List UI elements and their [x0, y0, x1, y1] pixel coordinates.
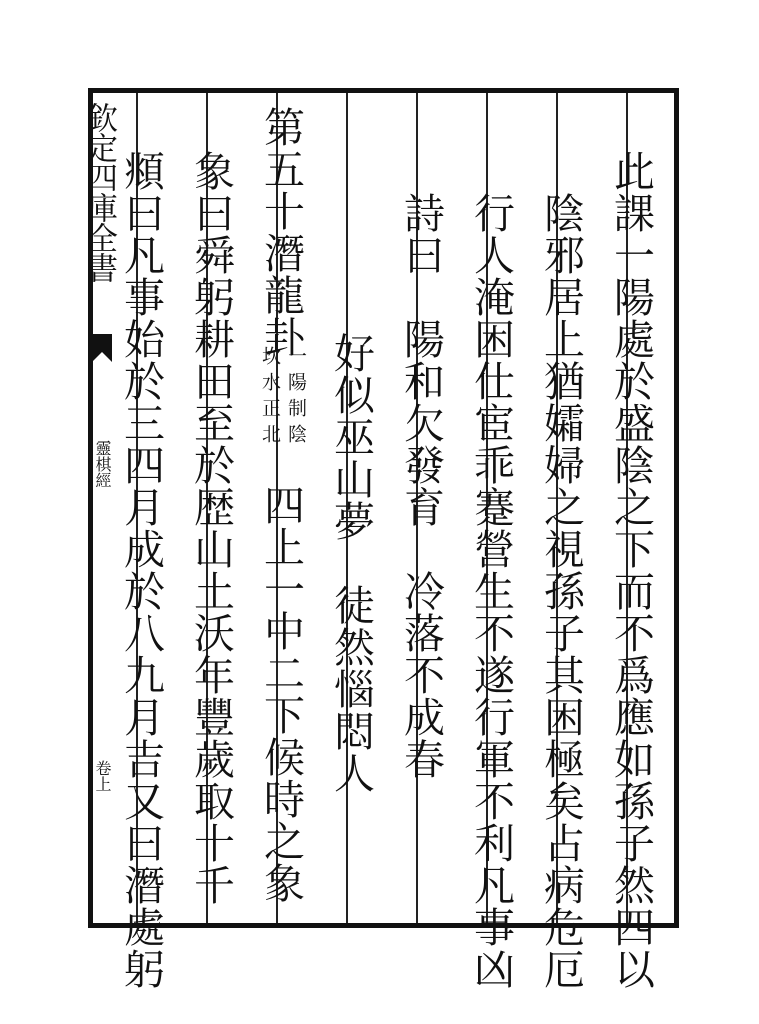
text-column-2: 陰邪居上猶孀婦之視孫子其困極矣占病危厄 — [537, 192, 585, 990]
series-title: 欽定四庫全書 — [81, 102, 117, 282]
text-column-4: 詩曰 陽和欠發育 冷落不成春 — [397, 192, 445, 780]
text-column-3: 行人淹困仕宦乖蹇營生不遂行軍不利凡事凶 — [467, 192, 515, 990]
page-border — [88, 88, 679, 928]
page-number: 卷上 — [93, 760, 112, 792]
fish-tail-mark-icon — [92, 334, 112, 362]
text-column-7: 象曰舜躬耕田至於歴山土沃年豐歲取十千 — [187, 150, 235, 906]
book-name: 靈棋經 — [93, 440, 112, 488]
hexagram-description: 四上一中二下候時之象 — [257, 484, 305, 904]
text-column-8: 頫曰凡事始於三四月成於八九月吉又曰潛處躬 — [117, 150, 165, 990]
hexagram-note-right: 一陽制陰 — [285, 346, 307, 450]
hexagram-note-left: 坎水正北 — [259, 346, 281, 450]
hexagram-title: 第五十潛龍卦 — [257, 106, 305, 358]
text-column-1: 此課一陽處於盛陰之下而不爲應如孫子然四以 — [607, 150, 655, 990]
text-column-5: 好似巫山夢 徒然惱悶人 — [327, 332, 375, 794]
